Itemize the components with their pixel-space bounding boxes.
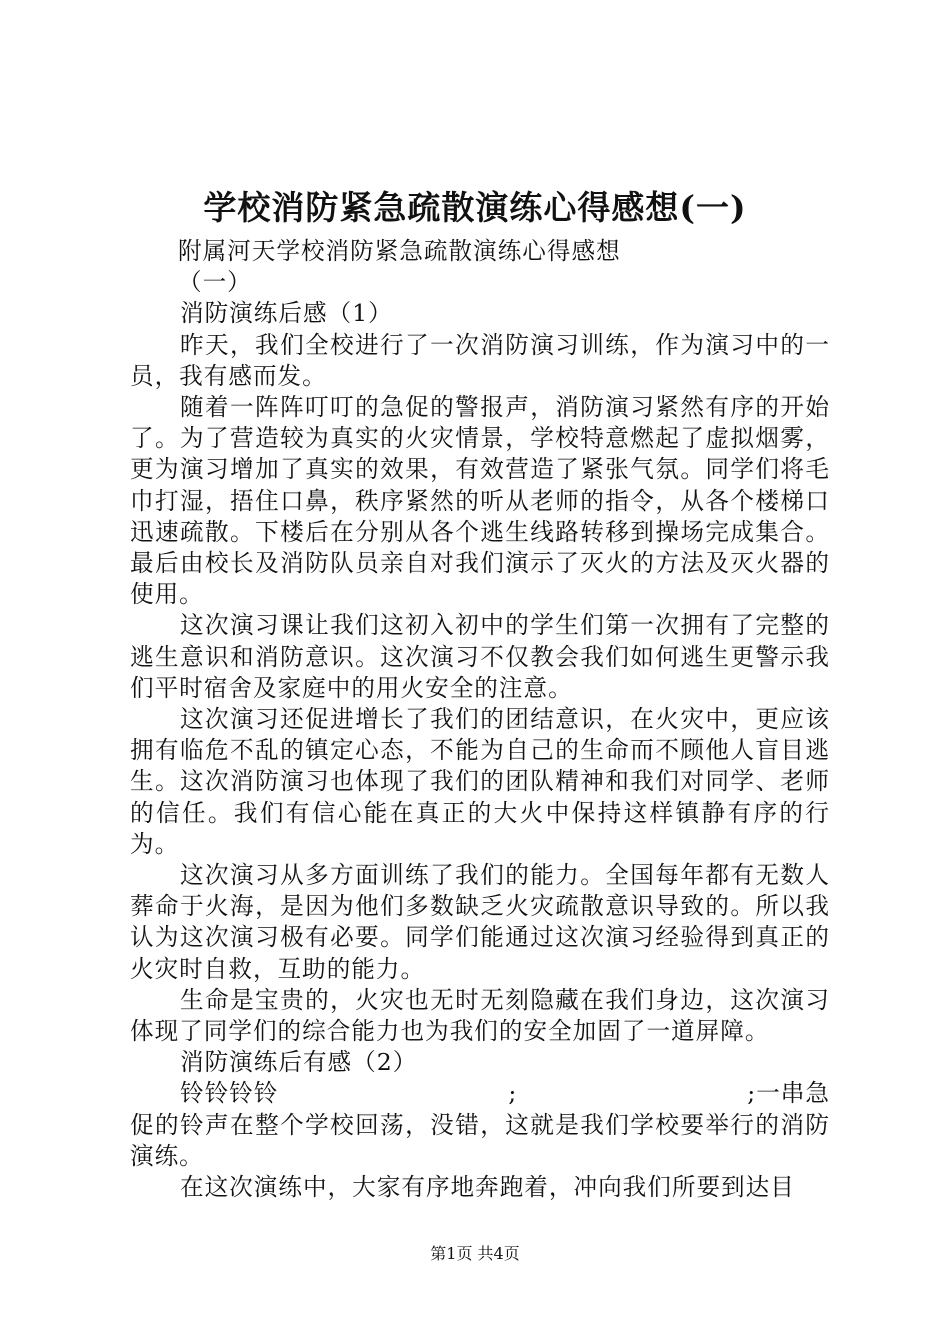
subtitle-number: （一）	[178, 268, 252, 297]
paragraph: 昨天，我们全校进行了一次消防演习训练，作为演习中的一员，我有感而发。	[130, 330, 830, 390]
bell-line	[130, 1078, 830, 1109]
document-title: 学校消防紧急疏散演练心得感想(一)	[203, 188, 747, 227]
paragraph: 随着一阵阵叮叮的急促的警报声，消防演习紧然有序的开始了。为了营造较为真实的火灾情景，学校特意燃起了虚拟烟雾，更为演习增加了真实的效果，有效营造了紧张气氛。同学们将毛巾打湿，捂住口鼻，秩序紧然的听从老师的指令，从各个楼梯口迅速疏散。下楼后在分别从各个逃生线路转移到操场完成集合。最后由校长及消防队员亲自对我们演示了灭火的方法及灭火器的使用。	[130, 393, 830, 609]
page-footer: 第1页 共4页	[430, 1244, 520, 1263]
bell-sound-text: 铃铃铃铃	[180, 1079, 279, 1108]
subtitle-line: 附属河天学校消防紧急疏散演练心得感想	[178, 237, 621, 265]
paragraph: 这次演习还促进增长了我们的团结意识，在火灾中，更应该拥有临危不乱的镇定心态，不能为自己的生命而不顾他人盲目逃生。这次消防演习也体现了我们的团队精神和我们对同学、老师的信任。我们有信心能在真正的大火中保持这样镇静有序的行为。	[130, 705, 830, 858]
bell-separator: ;	[508, 1079, 518, 1108]
paragraph: 在这次演练中，大家有序地奔跑着，冲向我们所要到达目	[180, 1173, 795, 1202]
paragraph: 这次演习从多方面训练了我们的能力。全国每年都有无数人葬命于火海，是因为他们多数缺乏火灾疏散意识导致的。所以我认为这次演习极有必要。同学们能通过这次演习经验得到真正的火灾时自救，互助的能力。	[130, 861, 830, 983]
section-heading-2: 消防演练后有感（2）	[180, 1048, 418, 1077]
paragraph: 生命是宝贵的，火灾也无时无刻隐藏在我们身边，这次演习体现了同学们的综合能力也为我们的安全加固了一道屏障。	[130, 985, 830, 1046]
paragraph-continuation: 促的铃声在整个学校回荡，没错，这就是我们学校要举行的消防演练。	[130, 1110, 830, 1170]
paragraph: 这次演习课让我们这初入初中的学生们第一次拥有了完整的逃生意识和消防意识。这次演习不仅教会我们如何逃生更警示我们平时宿舍及家庭中的用火安全的注意。	[130, 611, 830, 702]
document-body	[130, 236, 830, 1203]
section-heading-1: 消防演练后感（1）	[180, 299, 393, 328]
bell-line-end: ;一串急	[747, 1079, 830, 1108]
